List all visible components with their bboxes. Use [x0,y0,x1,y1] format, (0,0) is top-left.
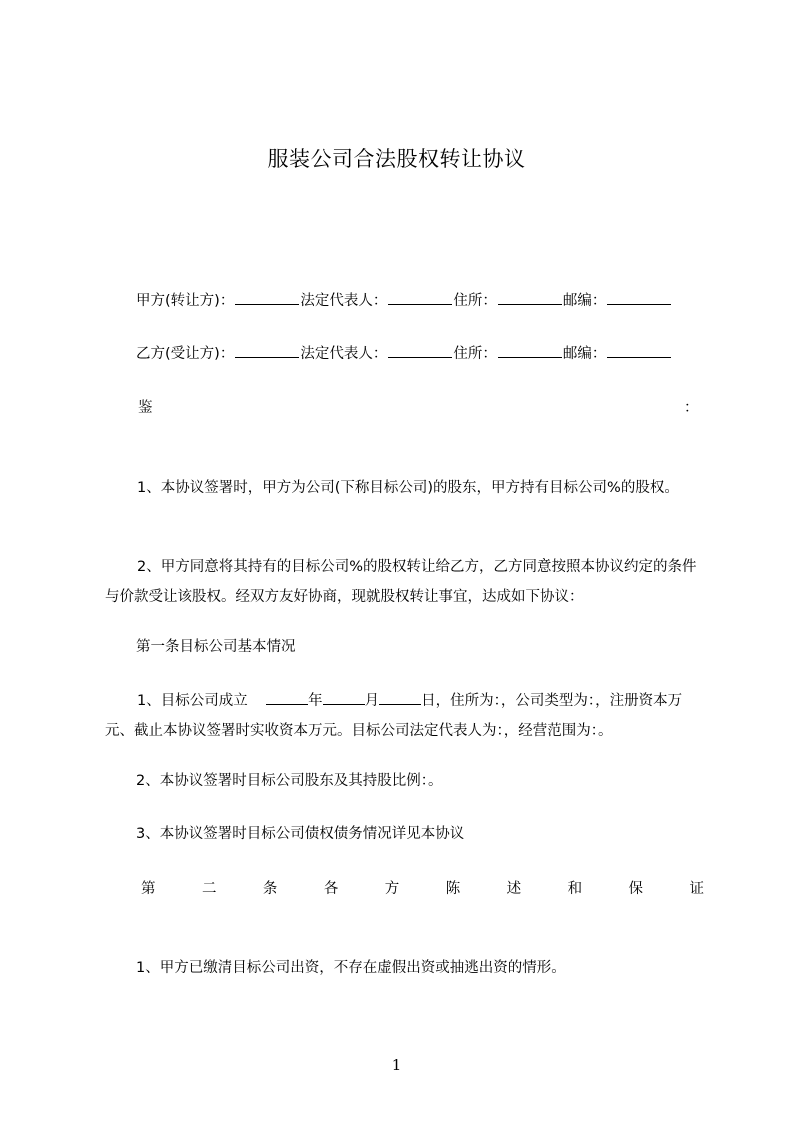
article-2-heading-char: 方 [384,881,400,897]
article-2-heading [141,877,704,898]
article-1-item-1-prefix: 1、目标公司成立 [137,693,248,709]
party-b-label: 乙方(受让方)： [136,346,235,362]
year-label: 年 [308,693,323,709]
recital-paragraph-1: 1、本协议签署时，甲方为公司(下称目标公司)的股东，甲方持有目标公司%的股权。 [137,480,679,496]
article-1-item-1-rest: ，住所为：，公司类型为：，注册资本万元、截止本协议签署时实收资本万元。目标公司法定代表人为：，经营范围为：。 [105,693,683,739]
recital-heading: 鉴 [138,400,153,416]
party-b-address-blank [498,343,562,358]
month-blank [323,690,365,705]
party-a-postcode-blank [607,290,671,305]
party-a-address-label: 住所： [453,293,497,309]
party-a-postcode-label: 邮编： [562,293,607,309]
party-a-label: 甲方(转让方)： [136,293,235,309]
article-1-item-2: 2、本协议签署时目标公司股东及其持股比例：。 [136,773,443,789]
party-b-postcode-blank [607,343,671,358]
party-a-rep-label: 法定代表人： [300,293,388,309]
document-title: 服装公司合法股权转让协议 [267,147,526,171]
article-2-heading-char: 陈 [445,881,461,897]
party-a-line [136,290,672,311]
article-2-heading-char: 保 [628,881,643,897]
article-2-heading-char: 述 [506,881,522,897]
article-1-heading: 第一条目标公司基本情况 [136,639,296,655]
party-b-postcode-label: 邮编： [562,346,607,362]
day-blank [379,690,421,705]
month-label: 月 [364,693,380,709]
party-b-line [136,343,672,364]
article-2-heading-char: 证 [689,881,704,897]
article-2-heading-char: 第 [141,881,156,897]
article-2-item-1: 1、甲方已缴清目标公司出资，不存在虚假出资或抽逃出资的情形。 [136,960,566,976]
article-2-heading-char: 各 [323,881,339,897]
article-2-heading-char: 和 [567,881,583,897]
party-b-address-label: 住所： [453,346,497,362]
article-1-item-1 [105,686,705,746]
article-2-heading-char: 条 [262,881,278,897]
party-b-name-blank [235,343,299,358]
recital-heading-colon: ： [684,400,699,416]
recital-paragraph-2: 2、甲方同意将其持有的目标公司%的股权转让给乙方，乙方同意按照本协议约定的条件与价款受让该股权。经双方友好协商，现就股权转让事宜，达成如下协议： [105,559,697,605]
article-2-heading-char: 二 [201,881,217,897]
year-blank [266,690,308,705]
party-a-rep-blank [388,290,452,305]
day-label: 日 [421,693,436,709]
party-b-rep-label: 法定代表人： [300,346,388,362]
party-a-name-blank [235,290,299,305]
party-b-rep-blank [388,343,452,358]
article-1-item-3: 3、本协议签署时目标公司债权债务情况详见本协议 [136,826,465,842]
page-number: 1 [391,1056,402,1074]
party-a-address-blank [498,290,562,305]
